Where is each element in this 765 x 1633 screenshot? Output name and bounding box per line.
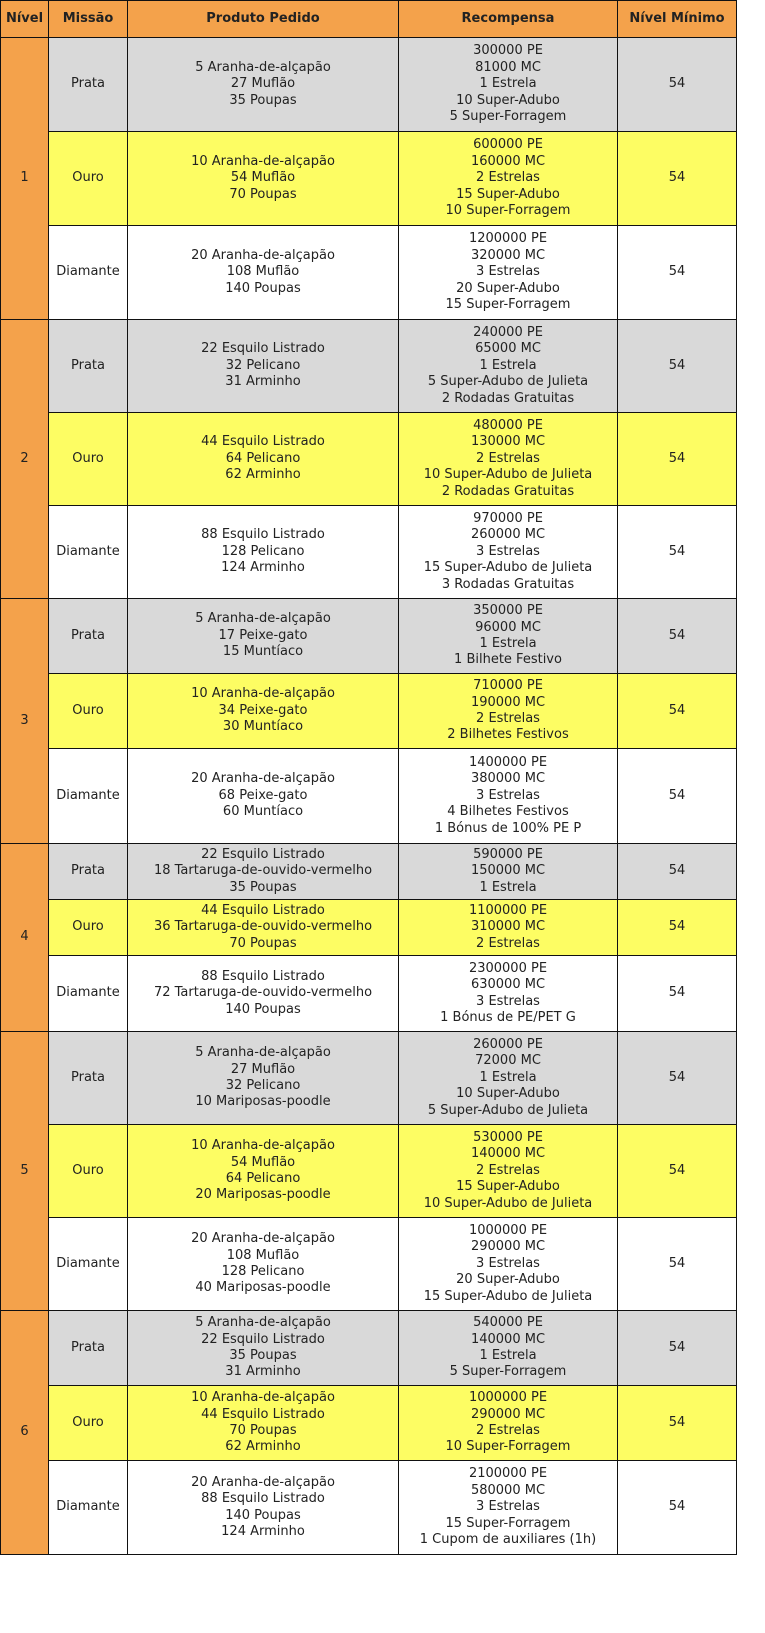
product-line: 10 Aranha-de-alçapão bbox=[191, 1390, 335, 1406]
table-row bbox=[1, 132, 737, 226]
product-line: 70 Poupas bbox=[229, 186, 297, 202]
product-line: 31 Arminho bbox=[225, 374, 301, 390]
products-cell bbox=[128, 320, 399, 413]
reward-line: 5 Super-Adubo de Julieta bbox=[427, 1102, 589, 1118]
products-cell bbox=[128, 900, 399, 956]
header-nivel: Nível bbox=[1, 1, 49, 38]
reward-line: 3 Estrelas bbox=[476, 787, 540, 803]
level-cell: 1 bbox=[1, 38, 49, 320]
product-line: 32 Pelicano bbox=[225, 357, 301, 373]
table-row bbox=[1, 1311, 737, 1386]
product-line: 34 Peixe-gato bbox=[218, 702, 308, 718]
reward-line: 1400000 PE bbox=[468, 754, 548, 770]
header-produto: Produto Pedido bbox=[128, 1, 399, 38]
mission-tier-cell: Ouro bbox=[49, 900, 128, 956]
reward-line: 5 Super-Adubo de Julieta bbox=[427, 374, 589, 390]
table-row bbox=[1, 599, 737, 674]
product-line: 124 Arminho bbox=[221, 560, 305, 576]
reward-line: 1100000 PE bbox=[468, 902, 548, 918]
products-cell bbox=[128, 1461, 399, 1555]
reward-line: 1 Estrela bbox=[479, 879, 537, 895]
product-line: 15 Muntíaco bbox=[222, 644, 304, 660]
header-missao: Missão bbox=[49, 1, 128, 38]
reward-line: 3 Rodadas Gratuitas bbox=[441, 576, 575, 592]
reward-line: 15 Super-Adubo bbox=[456, 186, 560, 202]
mission-tier-cell: Diamante bbox=[49, 749, 128, 844]
min-level-cell: 54 bbox=[618, 506, 737, 599]
product-line: 70 Poupas bbox=[229, 935, 297, 951]
product-line: 5 Aranha-de-alçapão bbox=[195, 611, 331, 627]
rewards-cell bbox=[399, 320, 618, 413]
min-level-cell: 54 bbox=[618, 900, 737, 956]
reward-line: 2 Estrelas bbox=[476, 711, 540, 726]
reward-line: 5 Super-Forragem bbox=[449, 109, 567, 125]
products-cell bbox=[128, 1218, 399, 1311]
reward-line: 2 Estrelas bbox=[476, 935, 540, 951]
reward-line: 1 Estrela bbox=[479, 76, 537, 92]
product-line: 20 Aranha-de-alçapão bbox=[191, 771, 335, 787]
product-line: 44 Esquilo Listrado bbox=[201, 434, 325, 450]
rewards-cell bbox=[399, 226, 618, 320]
product-line: 5 Aranha-de-alçapão bbox=[195, 1045, 331, 1061]
reward-line: 3 Estrelas bbox=[476, 1499, 540, 1515]
min-level-cell: 54 bbox=[618, 1218, 737, 1311]
table-body bbox=[1, 38, 737, 1555]
rewards-cell bbox=[399, 674, 618, 749]
reward-line: 15 Super-Forragem bbox=[445, 297, 571, 313]
products-cell bbox=[128, 844, 399, 900]
reward-line: 2 Estrelas bbox=[476, 1423, 540, 1438]
reward-line: 96000 MC bbox=[475, 619, 541, 635]
reward-line: 350000 PE bbox=[473, 603, 543, 619]
reward-line: 2100000 PE bbox=[468, 1466, 548, 1482]
reward-line: 290000 MC bbox=[470, 1239, 546, 1255]
min-level-cell: 54 bbox=[618, 599, 737, 674]
rewards-cell bbox=[399, 38, 618, 132]
reward-line: 2 Bilhetes Festivos bbox=[447, 727, 569, 743]
product-line: 54 Muflão bbox=[230, 1154, 296, 1170]
min-level-cell: 54 bbox=[618, 749, 737, 844]
reward-line: 1 Bónus de PE/PET G bbox=[440, 1009, 576, 1025]
products-cell bbox=[128, 38, 399, 132]
product-line: 140 Poupas bbox=[225, 280, 301, 296]
table-row bbox=[1, 506, 737, 599]
product-line: 22 Esquilo Listrado bbox=[201, 1331, 325, 1347]
min-level-cell: 54 bbox=[618, 38, 737, 132]
mission-tier-cell: Prata bbox=[49, 38, 128, 132]
min-level-cell: 54 bbox=[618, 1311, 737, 1386]
reward-line: 1 Estrela bbox=[479, 1348, 537, 1363]
min-level-cell: 54 bbox=[618, 956, 737, 1032]
reward-line: 4 Bilhetes Festivos bbox=[447, 804, 569, 820]
reward-line: 1 Cupom de auxiliares (1h) bbox=[419, 1532, 597, 1548]
rewards-cell bbox=[399, 749, 618, 844]
mission-tier-cell: Ouro bbox=[49, 674, 128, 749]
level-cell: 2 bbox=[1, 320, 49, 599]
product-line: 64 Pelicano bbox=[225, 450, 301, 466]
reward-line: 480000 PE bbox=[473, 417, 543, 433]
product-line: 68 Peixe-gato bbox=[218, 787, 308, 803]
rewards-cell bbox=[399, 956, 618, 1032]
reward-line: 81000 MC bbox=[475, 59, 541, 75]
product-line: 10 Aranha-de-alçapão bbox=[191, 686, 335, 702]
products-cell bbox=[128, 132, 399, 226]
products-cell bbox=[128, 413, 399, 506]
products-cell bbox=[128, 956, 399, 1032]
reward-line: 15 Super-Adubo de Julieta bbox=[423, 560, 593, 576]
reward-line: 150000 MC bbox=[470, 863, 546, 879]
product-line: 35 Poupas bbox=[229, 92, 297, 108]
product-line: 62 Arminho bbox=[225, 467, 301, 483]
rewards-cell bbox=[399, 1461, 618, 1555]
reward-line: 240000 PE bbox=[473, 324, 543, 340]
product-line: 5 Aranha-de-alçapão bbox=[195, 1315, 331, 1331]
reward-line: 65000 MC bbox=[475, 341, 541, 357]
rewards-cell bbox=[399, 1311, 618, 1386]
mission-tier-cell: Ouro bbox=[49, 413, 128, 506]
product-line: 72 Tartaruga-de-ouvido-vermelho bbox=[153, 985, 373, 1001]
min-level-cell: 54 bbox=[618, 226, 737, 320]
mission-tier-cell: Prata bbox=[49, 1032, 128, 1125]
table-row bbox=[1, 226, 737, 320]
reward-line: 380000 MC bbox=[470, 771, 546, 787]
product-line: 27 Muflão bbox=[230, 76, 296, 92]
reward-line: 1 Bilhete Festivo bbox=[454, 652, 562, 668]
reward-line: 10 Super-Forragem bbox=[445, 1439, 571, 1455]
mission-tier-cell: Prata bbox=[49, 320, 128, 413]
reward-line: 1 Estrela bbox=[479, 636, 537, 651]
table-header-row bbox=[1, 1, 737, 38]
product-line: 20 Mariposas-poodle bbox=[195, 1187, 331, 1203]
reward-line: 2 Estrelas bbox=[476, 1162, 540, 1178]
reward-line: 140000 MC bbox=[470, 1331, 546, 1347]
product-line: 108 Muflão bbox=[226, 264, 300, 280]
product-line: 108 Muflão bbox=[226, 1247, 300, 1263]
product-line: 64 Pelicano bbox=[225, 1171, 301, 1186]
product-line: 88 Esquilo Listrado bbox=[201, 968, 325, 984]
table-row bbox=[1, 1125, 737, 1218]
rewards-cell bbox=[399, 413, 618, 506]
rewards-cell bbox=[399, 599, 618, 674]
product-line: 70 Poupas bbox=[229, 1423, 297, 1438]
reward-line: 15 Super-Adubo de Julieta bbox=[423, 1288, 593, 1304]
reward-line: 3 Estrelas bbox=[476, 543, 540, 559]
products-cell bbox=[128, 599, 399, 674]
product-line: 62 Arminho bbox=[225, 1439, 301, 1455]
products-cell bbox=[128, 1386, 399, 1461]
reward-line: 1 Bónus de 100% PE P bbox=[434, 820, 582, 836]
reward-line: 15 Super-Forragem bbox=[445, 1515, 571, 1531]
product-line: 88 Esquilo Listrado bbox=[201, 527, 325, 543]
product-line: 128 Pelicano bbox=[221, 1264, 305, 1279]
product-line: 20 Aranha-de-alçapão bbox=[191, 1231, 335, 1247]
min-level-cell: 54 bbox=[618, 413, 737, 506]
reward-line: 3 Estrelas bbox=[476, 264, 540, 280]
min-level-cell: 54 bbox=[618, 1386, 737, 1461]
product-line: 18 Tartaruga-de-ouvido-vermelho bbox=[153, 863, 373, 879]
min-level-cell: 54 bbox=[618, 674, 737, 749]
reward-line: 130000 MC bbox=[470, 434, 546, 450]
product-line: 27 Muflão bbox=[230, 1061, 296, 1077]
product-line: 44 Esquilo Listrado bbox=[201, 1406, 325, 1422]
reward-line: 2 Estrelas bbox=[476, 450, 540, 466]
mission-tier-cell: Diamante bbox=[49, 226, 128, 320]
reward-line: 580000 MC bbox=[470, 1482, 546, 1498]
reward-line: 320000 MC bbox=[470, 247, 546, 263]
min-level-cell: 54 bbox=[618, 1461, 737, 1555]
products-cell bbox=[128, 749, 399, 844]
reward-line: 290000 MC bbox=[470, 1406, 546, 1422]
product-line: 10 Aranha-de-alçapão bbox=[191, 153, 335, 169]
product-line: 140 Poupas bbox=[225, 1001, 301, 1017]
table-row bbox=[1, 320, 737, 413]
reward-line: 1 Estrela bbox=[479, 1069, 537, 1085]
reward-line: 1200000 PE bbox=[468, 231, 548, 247]
product-line: 54 Muflão bbox=[230, 170, 296, 186]
reward-line: 190000 MC bbox=[470, 694, 546, 710]
reward-line: 2 Estrelas bbox=[476, 170, 540, 186]
header-nivel-minimo: Nível Mínimo bbox=[618, 1, 737, 38]
mission-tier-cell: Prata bbox=[49, 599, 128, 674]
product-line: 30 Muntíaco bbox=[222, 719, 304, 735]
table-row bbox=[1, 900, 737, 956]
mission-tier-cell: Diamante bbox=[49, 956, 128, 1032]
reward-line: 140000 MC bbox=[470, 1146, 546, 1162]
mission-tier-cell: Diamante bbox=[49, 506, 128, 599]
table-row bbox=[1, 749, 737, 844]
product-line: 124 Arminho bbox=[221, 1523, 305, 1539]
product-line: 10 Aranha-de-alçapão bbox=[191, 1138, 335, 1154]
product-line: 88 Esquilo Listrado bbox=[201, 1491, 325, 1507]
reward-line: 1000000 PE bbox=[468, 1390, 548, 1406]
rewards-cell bbox=[399, 1218, 618, 1311]
reward-line: 20 Super-Adubo bbox=[456, 280, 560, 296]
product-line: 44 Esquilo Listrado bbox=[201, 902, 325, 918]
product-line: 17 Peixe-gato bbox=[218, 627, 308, 643]
mission-tier-cell: Ouro bbox=[49, 1386, 128, 1461]
product-line: 140 Poupas bbox=[225, 1507, 301, 1523]
reward-line: 530000 PE bbox=[473, 1129, 543, 1145]
reward-line: 72000 MC bbox=[475, 1053, 541, 1069]
header-recompensa: Recompensa bbox=[399, 1, 618, 38]
reward-line: 15 Super-Adubo bbox=[456, 1179, 560, 1195]
products-cell bbox=[128, 1032, 399, 1125]
mission-tier-cell: Prata bbox=[49, 1311, 128, 1386]
min-level-cell: 54 bbox=[618, 132, 737, 226]
reward-line: 970000 PE bbox=[473, 510, 543, 526]
products-cell bbox=[128, 226, 399, 320]
rewards-cell bbox=[399, 844, 618, 900]
product-line: 5 Aranha-de-alçapão bbox=[195, 59, 331, 75]
product-line: 60 Muntíaco bbox=[222, 804, 304, 820]
product-line: 40 Mariposas-poodle bbox=[195, 1280, 331, 1296]
products-cell bbox=[128, 674, 399, 749]
rewards-cell bbox=[399, 132, 618, 226]
mission-tier-cell: Prata bbox=[49, 844, 128, 900]
product-line: 35 Poupas bbox=[229, 879, 297, 895]
reward-line: 310000 MC bbox=[470, 919, 546, 935]
rewards-cell bbox=[399, 506, 618, 599]
mission-tier-cell: Ouro bbox=[49, 132, 128, 226]
min-level-cell: 54 bbox=[618, 1032, 737, 1125]
rewards-cell bbox=[399, 900, 618, 956]
reward-line: 600000 PE bbox=[473, 137, 543, 153]
product-line: 128 Pelicano bbox=[221, 543, 305, 559]
rewards-cell bbox=[399, 1125, 618, 1218]
products-cell bbox=[128, 1125, 399, 1218]
product-line: 35 Poupas bbox=[229, 1348, 297, 1363]
reward-line: 20 Super-Adubo bbox=[456, 1272, 560, 1288]
product-line: 20 Aranha-de-alçapão bbox=[191, 247, 335, 263]
reward-line: 590000 PE bbox=[473, 846, 543, 862]
mission-tier-cell: Ouro bbox=[49, 1125, 128, 1218]
level-cell: 6 bbox=[1, 1311, 49, 1555]
reward-line: 5 Super-Forragem bbox=[449, 1364, 567, 1380]
reward-line: 540000 PE bbox=[473, 1315, 543, 1331]
products-cell bbox=[128, 1311, 399, 1386]
reward-line: 260000 PE bbox=[473, 1036, 543, 1052]
mission-tier-cell: Diamante bbox=[49, 1218, 128, 1311]
table-row bbox=[1, 674, 737, 749]
reward-line: 300000 PE bbox=[473, 43, 543, 59]
table-row bbox=[1, 844, 737, 900]
reward-line: 10 Super-Adubo de Julieta bbox=[423, 1195, 593, 1211]
reward-line: 10 Super-Adubo de Julieta bbox=[423, 467, 593, 483]
reward-line: 630000 MC bbox=[470, 977, 546, 993]
reward-line: 2 Rodadas Gratuitas bbox=[441, 390, 575, 406]
table-row bbox=[1, 1218, 737, 1311]
min-level-cell: 54 bbox=[618, 1125, 737, 1218]
mission-tier-cell: Diamante bbox=[49, 1461, 128, 1555]
product-line: 20 Aranha-de-alçapão bbox=[191, 1474, 335, 1490]
reward-line: 3 Estrelas bbox=[476, 993, 540, 1009]
reward-line: 3 Estrelas bbox=[476, 1255, 540, 1271]
table-row bbox=[1, 1386, 737, 1461]
table-row bbox=[1, 38, 737, 132]
min-level-cell: 54 bbox=[618, 844, 737, 900]
reward-line: 160000 MC bbox=[470, 153, 546, 169]
product-line: 36 Tartaruga-de-ouvido-vermelho bbox=[153, 919, 373, 935]
products-cell bbox=[128, 506, 399, 599]
table-row bbox=[1, 956, 737, 1032]
reward-line: 710000 PE bbox=[473, 678, 543, 694]
min-level-cell: 54 bbox=[618, 320, 737, 413]
reward-line: 1 Estrela bbox=[479, 357, 537, 373]
reward-line: 10 Super-Adubo bbox=[456, 92, 560, 108]
reward-line: 260000 MC bbox=[470, 527, 546, 543]
level-cell: 5 bbox=[1, 1032, 49, 1311]
product-line: 10 Mariposas-poodle bbox=[195, 1094, 331, 1110]
product-line: 32 Pelicano bbox=[225, 1078, 301, 1093]
product-line: 31 Arminho bbox=[225, 1364, 301, 1380]
reward-line: 10 Super-Adubo bbox=[456, 1086, 560, 1102]
product-line: 22 Esquilo Listrado bbox=[201, 341, 325, 357]
table-row bbox=[1, 1461, 737, 1555]
reward-line: 2300000 PE bbox=[468, 960, 548, 976]
reward-line: 1000000 PE bbox=[468, 1222, 548, 1238]
reward-line: 2 Rodadas Gratuitas bbox=[441, 483, 575, 499]
table-row bbox=[1, 413, 737, 506]
product-line: 22 Esquilo Listrado bbox=[201, 846, 325, 862]
level-cell: 3 bbox=[1, 599, 49, 844]
level-cell: 4 bbox=[1, 844, 49, 1032]
reward-line: 10 Super-Forragem bbox=[445, 203, 571, 219]
table-row bbox=[1, 1032, 737, 1125]
rewards-cell bbox=[399, 1386, 618, 1461]
rewards-cell bbox=[399, 1032, 618, 1125]
